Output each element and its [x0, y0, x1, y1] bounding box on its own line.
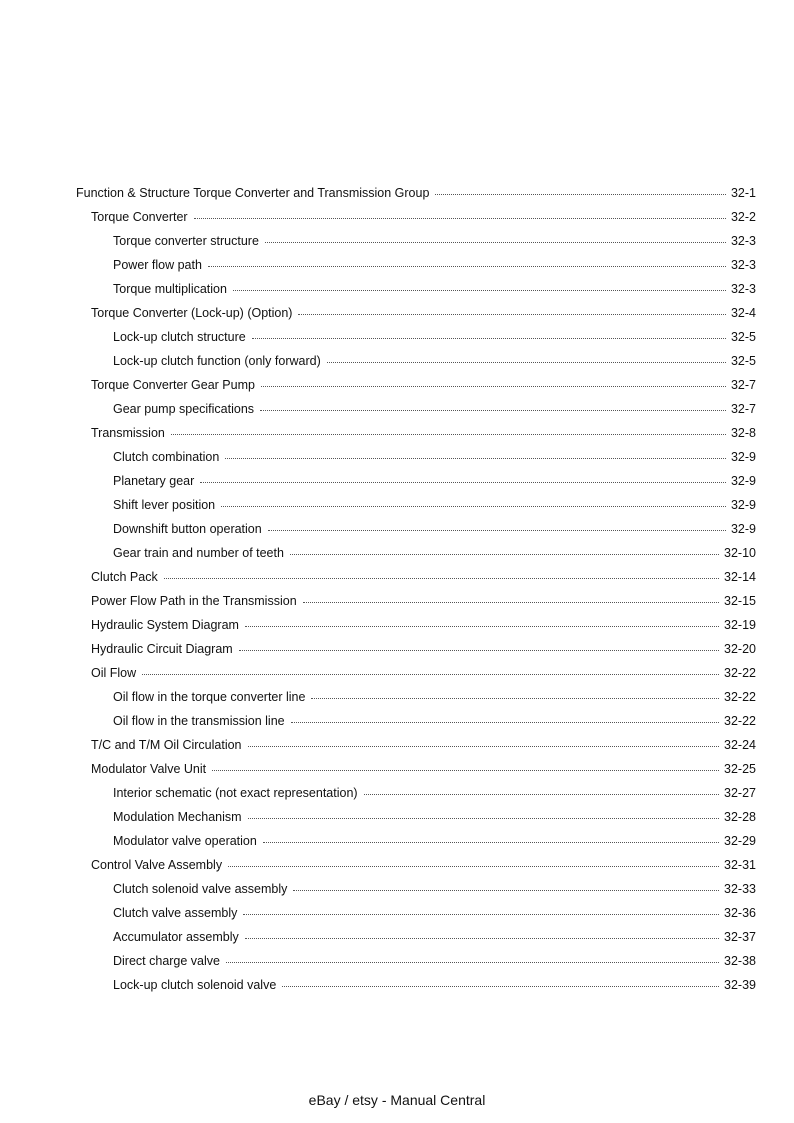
toc-entry-page[interactable]: 32-22	[724, 690, 756, 704]
toc-entry-page[interactable]: 32-2	[730, 210, 756, 224]
toc-entry[interactable]	[76, 253, 756, 277]
toc-entry-page[interactable]: 32-4	[730, 306, 756, 320]
toc-entry[interactable]	[76, 661, 756, 685]
toc-entry-title[interactable]: Hydraulic Circuit Diagram	[91, 642, 233, 656]
toc-entry-page[interactable]: 32-1	[730, 186, 756, 200]
toc-entry[interactable]	[76, 853, 756, 877]
toc-entry-title[interactable]: Accumulator assembly	[113, 930, 239, 944]
toc-entry[interactable]	[76, 973, 756, 997]
toc-entry-title[interactable]: Torque multiplication	[113, 282, 227, 296]
toc-entry-page[interactable]: 32-8	[730, 426, 756, 440]
toc-entry-page[interactable]: 32-29	[724, 834, 756, 848]
toc-dot-leader	[260, 410, 726, 411]
toc-entry-page[interactable]: 32-3	[730, 234, 756, 248]
toc-entry-page[interactable]: 32-9	[730, 498, 756, 512]
toc-dot-leader	[225, 458, 726, 459]
toc-entry-title[interactable]: Gear pump specifications	[113, 402, 255, 416]
toc-dot-leader	[212, 770, 719, 771]
toc-entry-page[interactable]: 32-28	[724, 810, 756, 824]
toc-entry-title[interactable]: Lock-up clutch function (only forward)	[113, 354, 321, 368]
toc-dot-leader	[303, 602, 719, 603]
toc-entry-title[interactable]: Oil flow in the transmission line	[113, 714, 285, 728]
toc-dot-leader	[252, 338, 726, 339]
toc-entry-title[interactable]: Clutch combination	[113, 450, 220, 464]
toc-entry-title[interactable]: Planetary gear	[113, 474, 195, 488]
toc-entry[interactable]	[76, 733, 756, 757]
toc-dot-leader	[268, 530, 726, 531]
toc-dot-leader	[233, 290, 726, 291]
toc-entry-title[interactable]: Clutch Pack	[91, 570, 158, 584]
toc-entry[interactable]	[76, 397, 756, 421]
toc-entry-page[interactable]: 32-3	[730, 258, 756, 272]
toc-dot-leader	[364, 794, 719, 795]
toc-entry-title[interactable]: T/C and T/M Oil Circulation	[91, 738, 242, 752]
toc-dot-leader	[243, 914, 719, 915]
toc-entry-page[interactable]: 32-33	[724, 882, 756, 896]
toc-dot-leader	[261, 386, 726, 387]
toc-entry[interactable]	[76, 877, 756, 901]
toc-dot-leader	[293, 890, 719, 891]
toc-entry[interactable]	[76, 421, 756, 445]
toc-entry[interactable]	[76, 277, 756, 301]
toc-entry[interactable]	[76, 373, 756, 397]
toc-entry[interactable]	[76, 517, 756, 541]
toc-entry[interactable]	[76, 205, 756, 229]
toc-dot-leader	[290, 554, 719, 555]
toc-entry[interactable]	[76, 781, 756, 805]
toc-entry-title[interactable]: Clutch valve assembly	[113, 906, 238, 920]
toc-entry-title[interactable]: Control Valve Assembly	[91, 858, 223, 872]
toc-entry[interactable]	[76, 445, 756, 469]
toc-entry[interactable]	[76, 565, 756, 589]
toc-entry-page[interactable]: 32-36	[724, 906, 756, 920]
toc-entry-title[interactable]: Clutch solenoid valve assembly	[113, 882, 288, 896]
toc-entry-page[interactable]: 32-25	[724, 762, 756, 776]
toc-dot-leader	[228, 866, 719, 867]
toc-entry-page[interactable]: 32-15	[724, 594, 756, 608]
toc-dot-leader	[291, 722, 719, 723]
toc-dot-leader	[263, 842, 719, 843]
toc-dot-leader	[245, 626, 719, 627]
toc-dot-leader	[208, 266, 726, 267]
toc-dot-leader	[248, 746, 720, 747]
toc-entry[interactable]	[76, 757, 756, 781]
toc-dot-leader	[245, 938, 719, 939]
toc-dot-leader	[282, 986, 719, 987]
toc-entry-page[interactable]: 32-39	[724, 978, 756, 992]
toc-dot-leader	[248, 818, 719, 819]
toc-entry[interactable]	[76, 229, 756, 253]
toc-entry-title[interactable]: Modulator valve operation	[113, 834, 257, 848]
toc-entry-title[interactable]: Gear train and number of teeth	[113, 546, 284, 560]
toc-entry-page[interactable]: 32-14	[724, 570, 756, 584]
toc-entry-title[interactable]: Power flow path	[113, 258, 202, 272]
toc-entry[interactable]	[76, 949, 756, 973]
toc-entry-page[interactable]: 32-5	[730, 354, 756, 368]
toc-entry[interactable]	[76, 469, 756, 493]
toc-entry-title[interactable]: Downshift button operation	[113, 522, 262, 536]
toc-entry-title[interactable]: Oil Flow	[91, 666, 137, 680]
toc-dot-leader	[298, 314, 725, 315]
toc-entry-title[interactable]: Shift lever position	[113, 498, 216, 512]
toc-entry[interactable]	[76, 181, 756, 205]
toc-entry-page[interactable]: 32-10	[724, 546, 756, 560]
toc-dot-leader	[164, 578, 719, 579]
toc-entry-page[interactable]: 32-27	[724, 786, 756, 800]
toc-dot-leader	[194, 218, 726, 219]
toc-entry-title[interactable]: Hydraulic System Diagram	[91, 618, 239, 632]
toc-entry-page[interactable]: 32-31	[724, 858, 756, 872]
toc-entry-page[interactable]: 32-7	[730, 402, 756, 416]
toc-entry-title[interactable]: Transmission	[91, 426, 165, 440]
toc-entry-page[interactable]: 32-24	[724, 738, 756, 752]
toc-entry-page[interactable]: 32-3	[730, 282, 756, 296]
toc-entry[interactable]	[76, 613, 756, 637]
toc-dot-leader	[200, 482, 726, 483]
toc-entry-title[interactable]: Torque Converter (Lock-up) (Option)	[91, 306, 293, 320]
toc-dot-leader	[435, 194, 726, 195]
toc-entry-title[interactable]: Lock-up clutch structure	[113, 330, 246, 344]
toc-dot-leader	[221, 506, 726, 507]
toc-entry-title[interactable]: Lock-up clutch solenoid valve	[113, 978, 277, 992]
table-of-contents	[76, 181, 756, 997]
toc-dot-leader	[171, 434, 726, 435]
toc-entry-title[interactable]: Torque converter structure	[113, 234, 259, 248]
toc-dot-leader	[265, 242, 726, 243]
toc-entry-page[interactable]: 32-9	[730, 474, 756, 488]
toc-entry-page[interactable]: 32-38	[724, 954, 756, 968]
toc-entry[interactable]	[76, 637, 756, 661]
toc-entry-title[interactable]: Interior schematic (not exact representation)	[113, 786, 358, 800]
toc-entry[interactable]	[76, 541, 756, 565]
toc-entry-title[interactable]: Modulator Valve Unit	[91, 762, 207, 776]
toc-entry-page[interactable]: 32-20	[724, 642, 756, 656]
toc-entry-title[interactable]: Modulation Mechanism	[113, 810, 242, 824]
toc-dot-leader	[327, 362, 726, 363]
toc-entry-page[interactable]: 32-9	[730, 450, 756, 464]
toc-entry[interactable]	[76, 901, 756, 925]
toc-entry[interactable]	[76, 301, 756, 325]
toc-entry[interactable]	[76, 349, 756, 373]
toc-entry-title[interactable]: Torque Converter Gear Pump	[91, 378, 255, 392]
toc-entry-title[interactable]: Torque Converter	[91, 210, 188, 224]
toc-entry[interactable]	[76, 925, 756, 949]
toc-entry[interactable]	[76, 805, 756, 829]
toc-dot-leader	[226, 962, 719, 963]
toc-entry[interactable]	[76, 709, 756, 733]
toc-entry-page[interactable]: 32-22	[724, 714, 756, 728]
toc-entry-page[interactable]: 32-37	[724, 930, 756, 944]
toc-entry-page[interactable]: 32-19	[724, 618, 756, 632]
toc-entry[interactable]	[76, 829, 756, 853]
toc-entry[interactable]	[76, 589, 756, 613]
toc-entry-title[interactable]: Power Flow Path in the Transmission	[91, 594, 297, 608]
toc-entry[interactable]	[76, 493, 756, 517]
toc-entry-title[interactable]: Function & Structure Torque Converter and Transmission Group	[76, 186, 430, 200]
toc-entry-page[interactable]: 32-22	[724, 666, 756, 680]
toc-entry-page[interactable]: 32-5	[730, 330, 756, 344]
toc-entry-title[interactable]: Oil flow in the torque converter line	[113, 690, 306, 704]
toc-entry-page[interactable]: 32-7	[730, 378, 756, 392]
toc-dot-leader	[142, 674, 719, 675]
toc-dot-leader	[311, 698, 719, 699]
toc-entry-title[interactable]: Direct charge valve	[113, 954, 220, 968]
toc-entry[interactable]	[76, 325, 756, 349]
page-footer: eBay / etsy - Manual Central	[308, 1092, 486, 1108]
toc-entry[interactable]	[76, 685, 756, 709]
toc-entry-page[interactable]: 32-9	[730, 522, 756, 536]
toc-dot-leader	[239, 650, 719, 651]
